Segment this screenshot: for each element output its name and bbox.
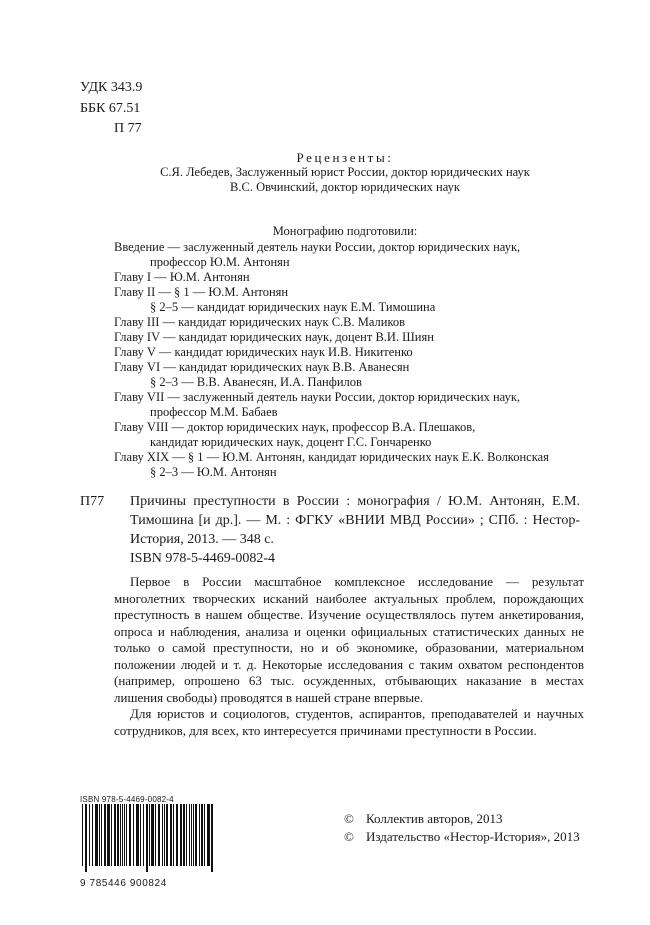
barcode-bar [166, 804, 168, 866]
barcode-bar [155, 804, 156, 866]
barcode-bar [89, 804, 90, 866]
annotation-paragraph: Для юристов и социологов, студентов, аспирантов, преподавателей и научных сотрудников, для всех, кто интересуется причинами преступности в России. [114, 706, 584, 738]
author-line: Главу III — кандидат юридических наук С.В. Маликов [114, 315, 406, 329]
barcode-bar [207, 804, 210, 866]
author-line: Главу I — Ю.М. Антонян [114, 270, 250, 284]
barcode-bar [164, 804, 165, 866]
barcode-bar [117, 804, 119, 866]
barcode-bar [82, 804, 83, 866]
author-line: Главу VII — заслуженный деятель науки России, доктор юридических наук, [114, 390, 521, 404]
barcode-bar [99, 804, 100, 866]
barcode-bar [124, 804, 125, 866]
reviewer-line: С.Я. Лебедев, Заслуженный юрист России, доктор юридических наук [160, 165, 530, 179]
barcode-bar [122, 804, 123, 866]
annotation-paragraph: Первое в России масштабное комплексное исследование — результат многолетних творческих исканий наиболее актуальных проблем, порождающих преступность в нашем обществе. Изучение осуществлялось путем анкетирования, опроса и наблюдения, анализа и оценки официальных статистических данных не только о самой преступности, но и об экономике, образовании, материальном положении людей и т. д. Некоторые исследования с таким охватом респондентов (например, опрошено 63 тыс. осужденных, отбывающих наказание в местах лишения свободы) проводятся в нашей стране впервые. [114, 574, 584, 705]
udk-code: УДК 343.9 [80, 80, 143, 95]
barcode-bar [193, 804, 194, 866]
copyright-text: Издательство «Нестор-История», 2013 [366, 829, 580, 844]
barcode-bar [107, 804, 110, 866]
copyright-line [344, 829, 580, 845]
barcode-bars [80, 804, 216, 872]
barcode-bar [151, 804, 154, 866]
author-line: Главу VI — кандидат юридических наук В.В. Аванесян [114, 360, 410, 374]
author-line: кандидат юридических наук, доцент Г.С. Гончаренко [150, 435, 432, 449]
author-line: профессор М.М. Бабаев [150, 405, 278, 419]
isbn-number: ISBN 978-5-4469-0082-4 [130, 551, 276, 566]
barcode-bar [92, 804, 93, 866]
author-line: § 2–3 — Ю.М. Антонян [150, 465, 277, 479]
barcode-digits: 9 785446 900824 [80, 878, 167, 889]
author-line: Главу II — § 1 — Ю.М. Антонян [114, 285, 289, 299]
barcode-bar [120, 804, 121, 866]
author-line: Главу XIX — § 1 — Ю.М. Антонян, кандидат юридических наук Е.К. Волконская [114, 450, 549, 464]
barcode-bar [149, 804, 150, 866]
author-line: Главу V — кандидат юридических наук И.В. Никитенко [114, 345, 413, 359]
barcode-bar [140, 804, 141, 866]
barcode-bar [191, 804, 192, 866]
barcode-bar [146, 804, 148, 872]
barcode-bar [199, 804, 200, 866]
barcode-bar [186, 804, 187, 866]
copyright-text: Коллектив авторов, 2013 [366, 811, 503, 826]
barcode-bar [180, 804, 182, 866]
author-line: § 2–5 — кандидат юридических наук Е.М. Тимошина [150, 300, 436, 314]
author-line: Введение — заслуженный деятель науки России, доктор юридических наук, [114, 240, 521, 254]
author-line: § 2–3 — В.В. Аванесян, И.А. Панфилов [150, 375, 362, 389]
barcode-bar [173, 804, 174, 866]
barcode-bar [189, 804, 190, 866]
barcode-bar [101, 804, 102, 866]
reviewer-line: В.С. Овчинский, доктор юридических наук [230, 180, 460, 194]
barcode-bar [129, 804, 131, 866]
barcode-bar [201, 804, 203, 866]
barcode-bar [133, 804, 134, 866]
author-line: профессор Ю.М. Антонян [150, 255, 290, 269]
bibliographic-text: Причины преступности в России : монография / Ю.М. Антонян, Е.М. Тимошина [и др.]. — М. : ФГКУ «ВНИИ МВД России» ; СПб. : Нестор-История, 2013. — 348 с. [130, 494, 580, 547]
reviewers-title: Рецензенты: [296, 150, 394, 165]
prepared-by-title: Монографию подготовили: [272, 224, 418, 238]
copyright-symbol: © [344, 811, 354, 826]
barcode-bar [158, 804, 160, 866]
barcode-isbn: ISBN 978-5-4469-0082-4 [80, 795, 174, 804]
barcode-bar [95, 804, 98, 866]
annotation [114, 574, 584, 739]
barcode-bar [111, 804, 112, 866]
copyright-symbol: © [344, 829, 354, 844]
barcode-bar [170, 804, 172, 866]
barcode-bar [143, 804, 144, 866]
author-line: Главу IV — кандидат юридических наук, доцент В.И. Шиян [114, 330, 434, 344]
barcode-bar [114, 804, 116, 866]
barcode-bar [211, 804, 213, 872]
bibliographic-code: П77 [80, 494, 105, 509]
barcode-bar [136, 804, 139, 866]
author-line: Главу VIII — доктор юридических наук, профессор В.А. Плешаков, [114, 420, 476, 434]
copyright-line [344, 811, 503, 827]
barcode-bar [126, 804, 127, 866]
barcode-bar [204, 804, 205, 866]
barcode [80, 795, 218, 889]
barcode-bar [183, 804, 185, 866]
barcode-bar [176, 804, 178, 866]
barcode-bar [162, 804, 163, 866]
author-mark: П 77 [114, 121, 142, 136]
barcode-bar [104, 804, 106, 866]
barcode-bar [195, 804, 197, 866]
barcode-bar [85, 804, 87, 872]
bbk-code: ББК 67.51 [80, 101, 141, 116]
